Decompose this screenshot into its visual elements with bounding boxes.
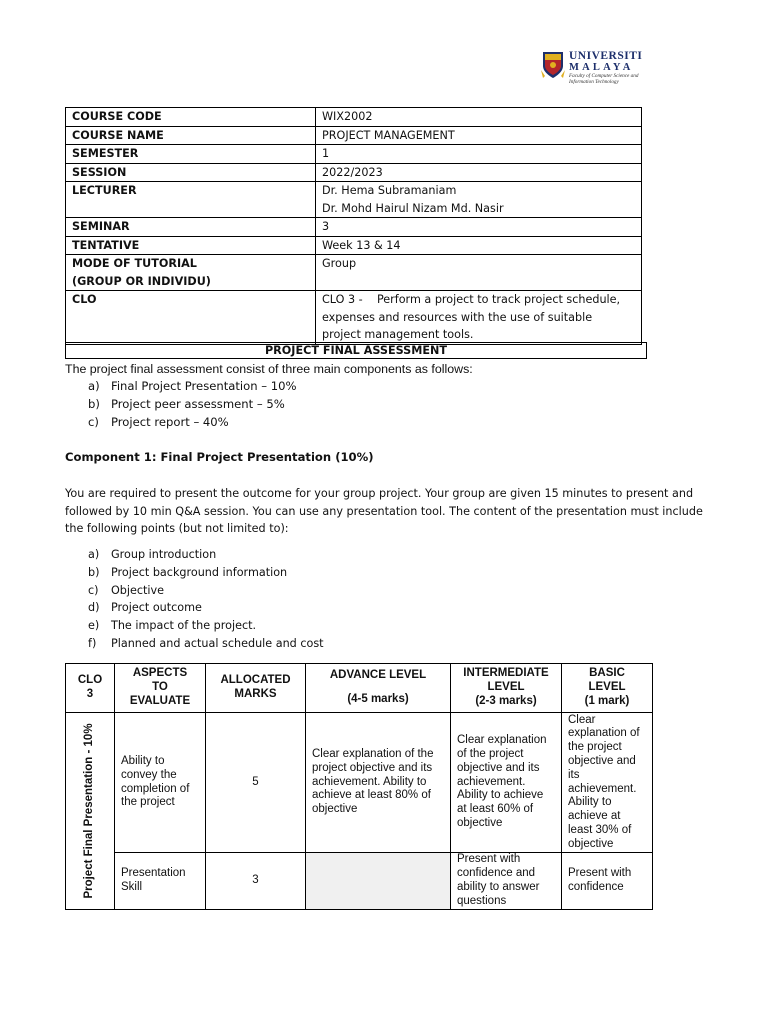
advance-cell: Clear explanation of the project objective and its achievement. Ability to achieve at least 80% of objective — [306, 713, 451, 853]
points-list — [88, 546, 324, 653]
list-text: Group introduction — [111, 548, 217, 561]
list-item — [88, 396, 297, 414]
rubric-row — [66, 853, 653, 910]
info-key: COURSE CODE — [66, 108, 316, 127]
header-marks-line1: ALLOCATED — [220, 674, 291, 687]
list-letter: c) — [88, 414, 99, 429]
university-crest-icon — [541, 50, 565, 80]
logo-name-line1: UNIVERSITI — [569, 50, 643, 62]
course-info-row — [66, 255, 642, 291]
course-info-row — [66, 126, 642, 145]
info-value: Group — [316, 255, 642, 291]
header-intermediate-line1: INTERMEDIATE — [463, 667, 549, 680]
list-text: Project background information — [111, 565, 288, 579]
info-key: SEMINAR — [66, 218, 316, 237]
info-key: TENTATIVE — [66, 236, 316, 255]
intermediate-cell: Present with confidence and ability to answer questions — [451, 853, 562, 910]
header-aspects-line1: ASPECTS — [132, 667, 188, 680]
university-logo — [541, 50, 651, 90]
intermediate-cell: Clear explanation of the project objective and its achievement. Ability to achieve at least 60% of objective — [451, 713, 562, 853]
info-value: 1 — [316, 145, 642, 164]
header-marks-line2: MARKS — [234, 688, 277, 700]
list-letter: b) — [88, 396, 100, 411]
mode-key-line2: (GROUP OR INDIVIDU) — [72, 274, 211, 288]
course-info-table — [65, 107, 642, 345]
info-key: LECTURER — [66, 182, 316, 218]
aspect-cell: Ability to convey the completion of the project — [115, 713, 206, 853]
rubric-row — [66, 713, 653, 853]
list-text: Project report – 40% — [111, 414, 229, 429]
marks-cell: 3 — [206, 853, 306, 910]
basic-cell: Present with confidence — [562, 853, 653, 910]
header-basic-line2: LEVEL — [588, 681, 626, 694]
course-info-row — [66, 163, 642, 182]
list-item — [88, 414, 297, 432]
clo-line2: expenses and resources with the use of suitable — [322, 310, 593, 324]
list-text: Planned and actual schedule and cost — [111, 636, 324, 650]
mode-key-line1: MODE OF TUTORIAL — [72, 257, 197, 270]
info-key: SESSION — [66, 163, 316, 182]
components-list — [88, 378, 297, 431]
list-letter: a) — [88, 379, 100, 393]
info-value: 2022/2023 — [316, 163, 642, 182]
header-clo-line1: CLO — [77, 674, 103, 687]
course-info-row — [66, 108, 642, 127]
list-text: Final Project Presentation – 10% — [111, 379, 297, 393]
list-item — [88, 582, 324, 600]
header-basic — [562, 664, 653, 713]
list-item — [88, 617, 324, 635]
header-clo — [66, 664, 115, 713]
list-item — [88, 635, 324, 653]
header-advance — [306, 664, 451, 713]
header-clo-line2: 3 — [86, 688, 94, 700]
header-marks — [206, 664, 306, 713]
section-title: PROJECT FINAL ASSESSMENT — [65, 342, 647, 359]
list-letter: b) — [88, 565, 100, 579]
lecturer-1: Dr. Hema Subramaniam — [322, 184, 457, 197]
course-info-row — [66, 145, 642, 164]
course-info-row — [66, 182, 642, 218]
list-letter: e) — [88, 619, 100, 633]
course-info-row — [66, 236, 642, 255]
info-key: COURSE NAME — [66, 126, 316, 145]
info-value — [316, 182, 642, 218]
info-key: CLO — [66, 291, 316, 345]
side-label-cell — [66, 713, 115, 910]
header-intermediate-line3: (2-3 marks) — [475, 694, 537, 707]
list-item — [88, 546, 324, 564]
list-item — [88, 564, 324, 582]
info-value: WIX2002 — [316, 108, 642, 127]
header-intermediate-line2: LEVEL — [487, 681, 525, 694]
header-intermediate — [451, 664, 562, 713]
header-advance-line2: (4-5 marks) — [347, 693, 409, 705]
intro-text: The project final assessment consist of three main components as follows: — [65, 362, 473, 376]
rubric-header-row — [66, 664, 653, 713]
list-letter: a) — [88, 548, 100, 561]
info-value: Week 13 & 14 — [316, 236, 642, 255]
list-text: Project outcome — [111, 601, 202, 615]
header-aspects-line2: TO — [152, 681, 168, 694]
course-info-row — [66, 291, 642, 345]
component1-heading: Component 1: Final Project Presentation (10%) — [65, 450, 374, 464]
clo-line3: project management tools. — [322, 328, 474, 341]
list-letter: c) — [88, 583, 99, 597]
info-value: 3 — [316, 218, 642, 237]
header-aspects — [115, 664, 206, 713]
info-value: PROJECT MANAGEMENT — [316, 126, 642, 145]
list-item — [88, 599, 324, 617]
header-basic-line1: BASIC — [589, 667, 625, 680]
header-aspects-line3: EVALUATE — [129, 694, 191, 707]
info-key — [66, 255, 316, 291]
list-letter: f) — [88, 636, 97, 650]
lecturer-2: Dr. Mohd Hairul Nizam Md. Nasir — [322, 201, 504, 215]
basic-cell: Clear explanation of the project objective and its achievement. Ability to achieve at least 30% of objective — [562, 713, 653, 853]
list-letter: d) — [88, 601, 100, 615]
list-item — [88, 378, 297, 396]
logo-subtitle: Faculty of Computer Science and Information Technology — [569, 73, 639, 85]
list-text: The impact of the project. — [111, 619, 257, 633]
side-label: Project Final Presentation - 10% — [83, 723, 96, 899]
list-text: Project peer assessment – 5% — [111, 396, 285, 411]
clo-line1: CLO 3 - Perform a project to track project schedule, — [322, 293, 621, 306]
rubric-table — [65, 663, 653, 910]
aspect-cell: Presentation Skill — [115, 853, 206, 910]
list-text: Objective — [111, 583, 165, 597]
marks-cell: 5 — [206, 713, 306, 853]
instructions-paragraph: You are required to present the outcome for your group project. Your group are given 15 minutes to present and followed by 10 min Q&A session. You can use any presentation tool. The content of the presentation must include the following points (but not limited to): — [65, 487, 703, 535]
advance-cell — [306, 853, 451, 910]
header-advance-line1: ADVANCE LEVEL — [329, 669, 427, 682]
logo-name-line2: MALAYA — [569, 62, 634, 73]
info-key: SEMESTER — [66, 145, 316, 164]
header-basic-line3: (1 mark) — [584, 694, 630, 707]
course-info-row — [66, 218, 642, 237]
info-value — [316, 291, 642, 345]
